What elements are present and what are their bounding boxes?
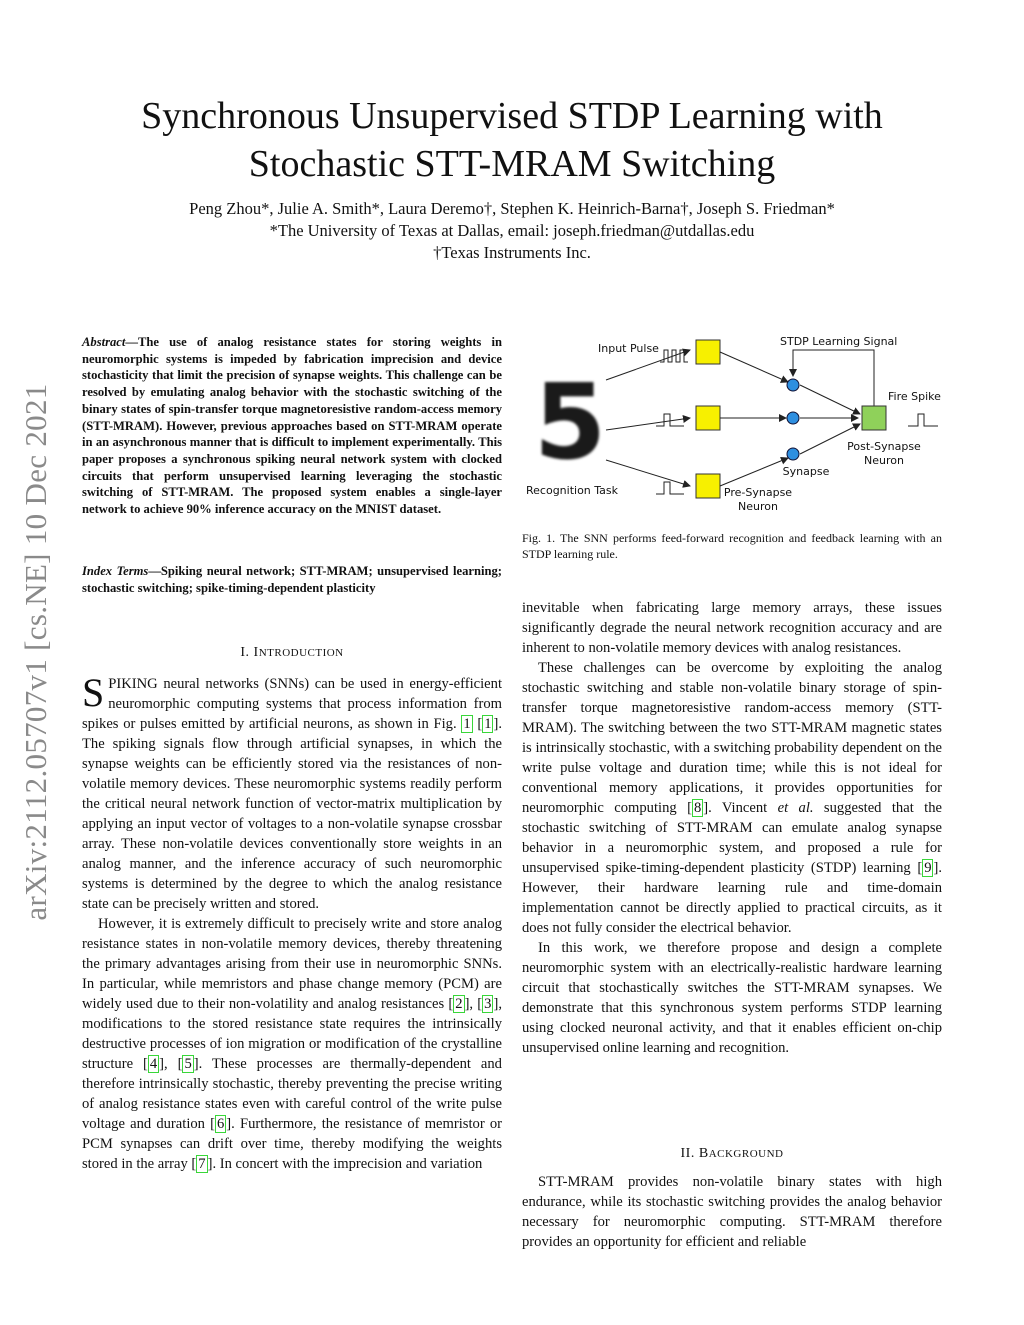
pre-synapse-neuron [696,340,720,364]
synapse-node [787,379,799,391]
post-synapse-neuron [862,406,886,430]
intro-paragraph-2: However, it is extremely difficult to precisely write and store analog resistance states in non-volatile memory devices, thereby threatening the primary advantages arising from their use in neuromorphic SNNs. In particular, while memristors and phase change memory (PCM) are widely used due to their non-volatility and analog resistances [ 2 ], [ 3 ], modifications to the stored resistance state requires the intrinsically destructive processes of ion migration or modification of the crystalline structure [ 4 ], [ 5 ]. These processes are thermally-dependent and therefore intrinsically stochastic, thereby preventing the precise writing of analog resistance states even with careful control of the write pulse voltage and duration [ 6 ]. Furthermore, the resistance of memristor or PCM synapses can drift over time, thereby modifying the weights stored in the array [ 7 ]. In concert with the imprecision and variation [82,916,502,1172]
post-synapse-label-2: Neuron [864,454,904,467]
section-smallcaps: ACKGROUND [708,1148,784,1160]
connection-line [800,385,860,414]
title-line-1: Synchronous Unsupervised STDP Learning with [141,95,883,137]
input-arrow-2 [606,418,690,430]
affiliation-ti: †Texas Instruments Inc. [433,243,591,262]
right-column-body [522,598,942,1058]
intro-paragraph-1: SPIKING neural networks (SNNs) can be used in energy-efficient neuromorphic computing systems that process information from spikes or pulses emitted by artificial neurons, as shown in Fig. 1 [ 1 ]. The spiking signals flow through artificial synapses, in which the synapse weights can be efficiently stored via the resistances of non-volatile memory devices. These neuromorphic systems readily perform the critical neural network function of vector-matrix multiplication by applying an input vector of voltages to a non-volatile synapse crossbar array. These non-volatile devices conventionally store weights in an analog manner, and the inference accuracy of such neuromorphic systems is determined by the degree to which the analog resistance state can be precisely written and stored. [82,670,502,912]
abstract-label: Abstract [82,335,126,349]
affiliation-utd: *The University of Texas at Dallas, email: joseph.friedman@utdallas.edu [269,221,755,240]
section-number: II. [680,1146,695,1161]
citation-link[interactable]: 7 [198,1156,206,1172]
synapse-node [787,412,799,424]
section-number: I. [240,645,250,660]
citation-link[interactable]: 5 [184,1056,192,1072]
input-arrow-3 [606,460,690,486]
abstract-text: —The use of analog resistance states for storing weights in neuromorphic systems is impeded by fabrication imprecision and device stochasticity that limit the precision of synapse weights. This challenge can be resolved by emulating analog behavior with the stochastic switching of the binary states of spin-transfer torque magnetoresistive random-access memory (STT-MRAM). However, previous approaches based on STT-MRAM operate in an asynchronous manner that is difficult to implement experimentally. This paper proposes a synchronous spiking neural network system with clocked circuits that perform unsupervised learning leveraging the stochastic switching of STT-MRAM. The proposed system enables a single-layer network to achieve 90% inference accuracy on the MNIST dataset. [82,335,502,517]
connection-line [720,352,788,382]
connection-line [720,458,788,486]
citation-link[interactable]: 8 [693,800,702,816]
section-heading-background [522,1146,942,1162]
post-synapse-label: Post-Synapse [847,440,921,453]
pulse-icon [656,482,684,494]
index-terms-label: Index Terms [82,564,149,578]
figure-reference-link[interactable]: 1 [463,716,471,732]
section-initial: B [698,1146,709,1161]
figure-1-caption: Fig. 1. The SNN performs feed-forward recognition and feedback learning with an STDP learning rule. [522,531,942,561]
paper-title [60,92,964,188]
background-paragraph-1: STT-MRAM provides non-volatile binary states with high endurance, while its stochastic switching provides the analog behavior necessary for neuromorphic computing. STT-MRAM therefore provides an opportunity for efficient and reliable [522,1174,942,1250]
citation-link[interactable]: 2 [455,996,463,1012]
citation-link[interactable]: 6 [217,1116,225,1132]
section-heading-introduction [82,645,502,661]
pre-synapse-label: Pre-Synapse [723,486,793,499]
section-initial: I [253,645,259,660]
pulse-icon [656,414,684,426]
abstract [82,334,502,518]
index-terms-text: —Spiking neural network; STT-MRAM; unsupervised learning; stochastic switching; spike-timing-dependent plasticity [82,564,502,595]
fire-spike-label: Fire Spike [888,390,941,403]
citation-link[interactable]: 1 [484,716,492,732]
figure-1-snn-diagram [522,330,946,520]
arxiv-identifier: arXiv:2112.05707v1 [cs.NE] 10 Dec 2021 [18,383,53,921]
synapse-label: Synapse [782,465,830,478]
fire-spike-pulse-icon [908,414,938,426]
section-smallcaps: NTRODUCTION [258,647,344,659]
author-list: Peng Zhou*, Julie A. Smith*, Laura Deremo†, Stephen K. Heinrich-Barna†, Joseph S. Friedman* [189,199,835,218]
background-body [522,1172,942,1252]
citation-link[interactable]: 4 [149,1056,158,1072]
input-pulse-label: Input Pulse [598,342,659,355]
recognition-task-label: Recognition Task [526,484,619,497]
right-paragraph-3: In this work, we therefore propose and design a complete neuromorphic system with an electrically-realistic hardware learning circuit that stochastically switches the STT-MRAM synapses. We demonstrate that this synchronous system performs STDP learning using clocked neuronal activity, and that it enables efficient on-chip unsupervised online learning and recognition. [522,940,942,1056]
pre-synapse-label-2: Neuron [738,500,778,513]
citation-link[interactable]: 3 [484,996,492,1012]
pre-synapse-neuron [696,406,720,430]
pre-synapse-neuron [696,474,720,498]
title-line-2: Stochastic STT-MRAM Switching [248,143,776,185]
index-terms [82,563,502,596]
citation-link[interactable]: 9 [924,860,932,876]
stdp-feedback-line [793,350,874,406]
drop-cap: S [82,670,105,715]
stdp-signal-label: STDP Learning Signal [780,335,898,348]
introduction-body [82,670,502,1174]
mnist-digit-image: 5 [533,361,607,483]
synapse-node [787,448,799,460]
right-paragraph-1: inevitable when fabricating large memory arrays, these issues significantly degrade the neural network recognition accuracy and are inherent to non-volatile memory devices with analog resistances. [522,600,942,656]
right-paragraph-2: These challenges can be overcome by exploiting the analog stochastic switching and stable non-volatile binary storage of spin-transfer torque magnetoresistive random-access memory (STT-MRAM). The switching between the two STT-MRAM magnetic states is intrinsically stochastic, with a switching probability dependent on the write pulse voltage and duration time; while this is not ideal for conventional memory applications, it provides opportunities for neuromorphic computing [ 8 ]. Vincent et al. suggested that the stochastic switching of STT-MRAM can emulate analog synapse behavior in a neuromorphic system, and proposed a rule for unsupervised spike-timing-dependent plasticity (STDP) learning [ 9 ]. However, their hardware learning rule and time-domain implementation cannot be directly applied to practical circuits, as it does not fully consider the electrical behavior. [522,660,942,936]
